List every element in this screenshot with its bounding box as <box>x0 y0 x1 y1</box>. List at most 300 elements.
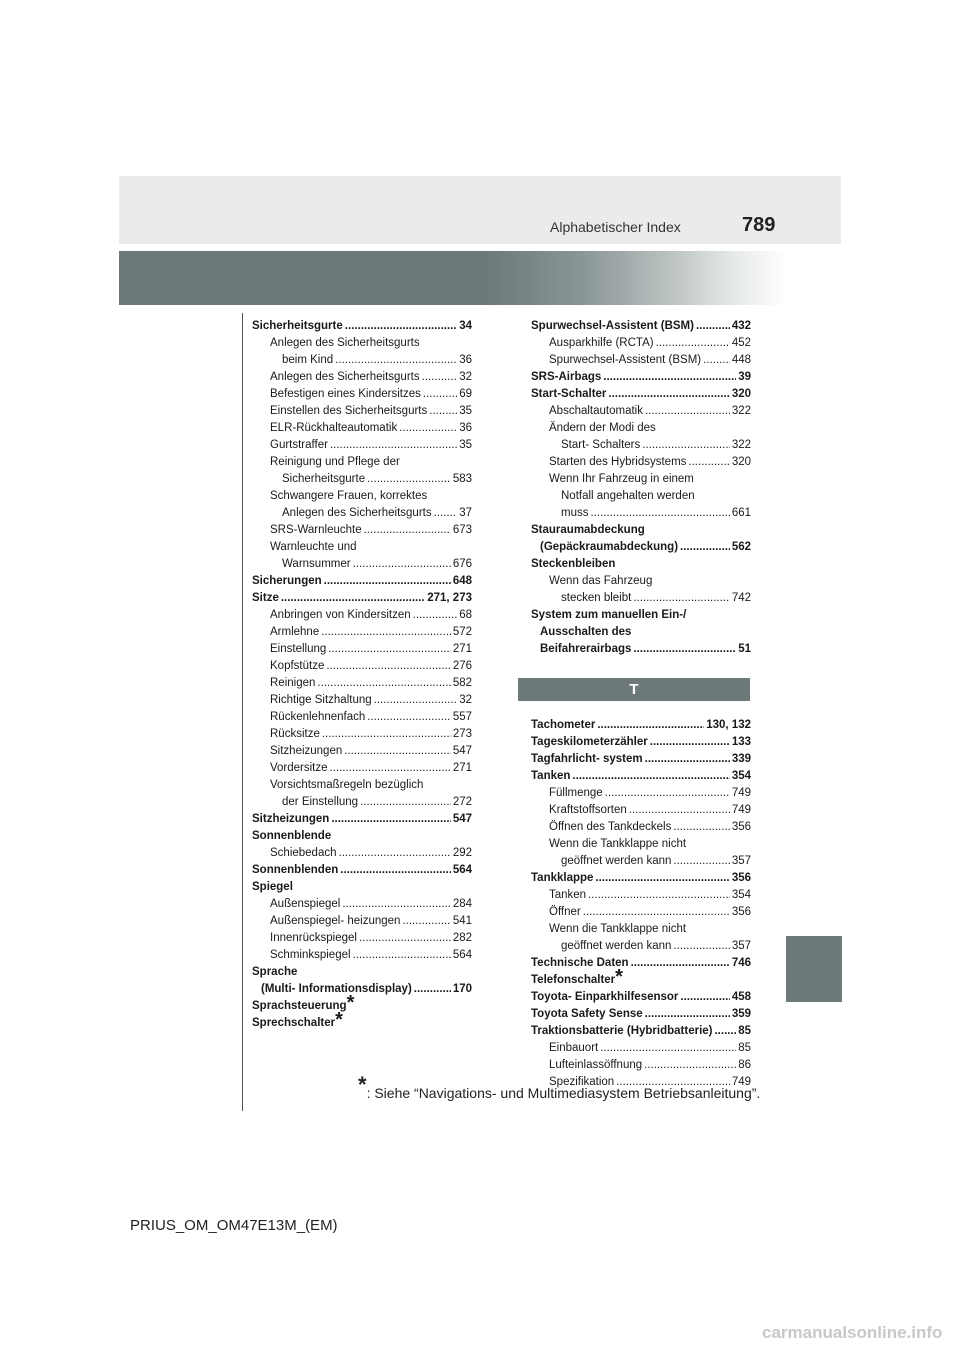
leader-dots <box>688 454 729 471</box>
entry-label: Spurwechsel-Assistent (BSM) <box>549 354 702 366</box>
entry-label: Einbauort <box>549 1042 599 1054</box>
index-entry <box>531 853 751 870</box>
index-entry <box>531 751 751 768</box>
entry-page: 130, 132 <box>706 719 751 731</box>
entry-label: Tageskilometerzähler <box>531 736 648 748</box>
entry-label: Reinigen <box>270 677 316 689</box>
entry-page: 356 <box>731 906 751 918</box>
index-entry: Telefonschalter * <box>531 966 623 988</box>
index-entry <box>531 369 751 386</box>
leader-dots <box>429 403 457 420</box>
entry-page: 749 <box>731 804 751 816</box>
index-column-right <box>531 318 751 1091</box>
index-entry <box>531 1023 751 1040</box>
entry-page: 354 <box>731 889 751 901</box>
index-entry <box>252 369 472 386</box>
entry-label: Außenspiegel- heizungen <box>270 915 401 927</box>
chapter-tab <box>786 936 842 1002</box>
index-entry <box>531 454 751 471</box>
entry-label: der Einstellung <box>282 796 359 808</box>
index-entry <box>531 335 751 352</box>
leader-dots <box>330 760 451 777</box>
entry-page: 359 <box>731 1008 751 1020</box>
document-id: PRIUS_OM_OM47E13M_(EM) <box>130 1217 338 1234</box>
leader-dots <box>326 658 450 675</box>
entry-label: Technische Daten <box>531 957 629 969</box>
entry-label: Tagfahrlicht- system <box>531 753 643 765</box>
entry-page: 34 <box>459 320 472 332</box>
index-entry <box>252 522 472 539</box>
entry-label: Steckenbleiben <box>531 558 616 570</box>
index-entry <box>252 454 472 471</box>
leader-dots <box>600 1040 736 1057</box>
leader-dots <box>680 539 730 556</box>
index-entry <box>252 556 472 573</box>
index-entry <box>252 709 472 726</box>
entry-page: 541 <box>452 915 472 927</box>
entry-page: 676 <box>452 558 472 570</box>
entry-label: Öffnen des Tankdeckels <box>549 821 672 833</box>
leader-dots <box>603 369 736 386</box>
leader-dots <box>324 573 451 590</box>
entry-page: 68 <box>459 609 472 621</box>
index-entry <box>531 1057 751 1074</box>
entry-label: Warnsummer <box>282 558 351 570</box>
leader-dots <box>353 556 451 573</box>
leader-dots <box>645 403 730 420</box>
leader-dots <box>342 896 450 913</box>
entry-page: 133 <box>731 736 751 748</box>
index-entry <box>252 471 472 488</box>
entry-label: Anlegen des Sicherheitsgurts <box>270 371 420 383</box>
index-entry <box>252 505 472 522</box>
leader-dots <box>322 726 451 743</box>
entry-label: Schwangere Frauen, korrektes <box>270 490 428 502</box>
leader-dots <box>414 981 451 998</box>
entry-label: Lufteinlassöffnung <box>549 1059 643 1071</box>
entry-page: 273 <box>452 728 472 740</box>
entry-page: 557 <box>452 711 472 723</box>
entry-label: Ausparkhilfe (RCTA) <box>549 337 654 349</box>
entry-page: 51 <box>738 643 751 655</box>
index-entry <box>252 692 472 709</box>
index-entry <box>531 836 751 853</box>
entry-label: Stauraumabdeckung <box>531 524 645 536</box>
entry-label: Gurtstraffer <box>270 439 328 451</box>
entry-label: Anlegen des Sicherheitsgurts <box>282 507 432 519</box>
entry-page: 357 <box>731 855 751 867</box>
index-entry <box>531 904 751 921</box>
entry-label: Tankklappe <box>531 872 594 884</box>
entry-page: 547 <box>452 745 472 757</box>
leader-dots <box>423 386 457 403</box>
leader-dots <box>680 989 729 1006</box>
leader-dots <box>642 437 730 454</box>
leader-dots <box>344 743 451 760</box>
leader-dots <box>364 522 451 539</box>
entry-label: Spurwechsel-Assistent (BSM) <box>531 320 694 332</box>
leader-dots <box>335 352 457 369</box>
entry-page: 564 <box>452 864 472 876</box>
entry-label: Starten des Hybridsystems <box>549 456 687 468</box>
header-band <box>119 176 841 244</box>
index-entry <box>252 896 472 913</box>
entry-page: 36 <box>459 422 472 434</box>
index-entry <box>252 777 472 794</box>
leader-dots <box>673 853 729 870</box>
entry-page: 35 <box>459 439 472 451</box>
index-entry <box>531 352 751 369</box>
leader-dots <box>650 734 730 751</box>
leader-dots <box>631 955 730 972</box>
entry-label: Sonnenblenden <box>252 864 339 876</box>
entry-label: Toyota- Einparkhilfesensor <box>531 991 679 1003</box>
entry-label: Traktionsbatterie (Hybridbatterie) <box>531 1025 713 1037</box>
entry-page: 357 <box>731 940 751 952</box>
entry-label: Vorsichtsmaßregeln bezüglich <box>270 779 424 791</box>
entry-page: 320 <box>731 456 751 468</box>
index-entry <box>252 913 472 930</box>
index-entry <box>252 811 472 828</box>
entry-page: 86 <box>738 1059 751 1071</box>
entry-label: Abschaltautomatik <box>549 405 643 417</box>
index-entry <box>531 607 751 624</box>
index-entry <box>531 785 751 802</box>
index-entry <box>531 734 751 751</box>
leader-dots <box>633 590 729 607</box>
index-entry <box>531 318 751 335</box>
leader-dots <box>673 938 729 955</box>
entry-label: Rücksitze <box>270 728 320 740</box>
entry-label: geöffnet werden kann <box>561 940 672 952</box>
entry-page: 673 <box>452 524 472 536</box>
watermark: carmanualsonline.info <box>762 1323 943 1342</box>
entry-label: Sicherheitsgurte <box>282 473 366 485</box>
leader-dots <box>673 819 729 836</box>
index-entry <box>531 556 751 573</box>
leader-dots <box>595 870 729 887</box>
entry-label: Sitzheizungen <box>252 813 330 825</box>
entry-label: Innenrückspiegel <box>270 932 357 944</box>
entry-page: 35 <box>459 405 472 417</box>
index-entry <box>531 955 751 972</box>
index-group-t <box>531 717 751 1091</box>
leader-dots <box>703 352 730 369</box>
index-entry <box>531 1040 751 1057</box>
index-group-s <box>531 318 751 658</box>
leader-dots <box>331 811 451 828</box>
footnote-text: : Siehe “Navigations- und Multimediasystem Betriebsanleitung”. <box>366 1085 761 1101</box>
leader-dots <box>608 386 729 403</box>
index-entry <box>531 1006 751 1023</box>
leader-dots <box>339 845 451 862</box>
entry-page: 356 <box>731 872 751 884</box>
entry-page: 452 <box>731 337 751 349</box>
entry-label: Spiegel <box>252 881 293 893</box>
entry-page: 32 <box>459 694 472 706</box>
entry-label: geöffnet werden kann <box>561 855 672 867</box>
entry-label: Sonnenblende <box>252 830 332 842</box>
index-entry <box>252 437 472 454</box>
leader-dots <box>696 318 730 335</box>
index-entry <box>531 505 751 522</box>
index-entry <box>252 726 472 743</box>
index-entry <box>531 887 751 904</box>
entry-label: Warnleuchte und <box>270 541 357 553</box>
entry-page: 582 <box>452 677 472 689</box>
entry-page: 170 <box>452 983 472 995</box>
entry-label: Öffner <box>549 906 581 918</box>
index-entry <box>531 403 751 420</box>
footnote-star: * <box>358 1072 367 1097</box>
entry-page: 746 <box>731 957 751 969</box>
index-entry <box>252 590 472 607</box>
entry-page: 661 <box>731 507 751 519</box>
leader-dots <box>345 318 457 335</box>
index-entry <box>252 352 472 369</box>
index-entry <box>252 335 472 352</box>
entry-label: SRS-Airbags <box>531 371 602 383</box>
leader-dots <box>645 1006 730 1023</box>
index-entry <box>252 386 472 403</box>
entry-label: Schiebedach <box>270 847 337 859</box>
index-entry <box>531 989 751 1006</box>
entry-page: 276 <box>452 660 472 672</box>
index-entry <box>252 641 472 658</box>
index-entry <box>531 420 751 437</box>
leader-dots <box>605 785 730 802</box>
index-entry <box>531 471 751 488</box>
entry-label: Reinigung und Pflege der <box>270 456 400 468</box>
entry-label: Wenn die Tankklappe nicht <box>549 838 687 850</box>
entry-page: 564 <box>452 949 472 961</box>
entry-label: Sicherheitsgurte <box>252 320 343 332</box>
section-letter-t: T <box>518 678 750 701</box>
entry-label: Sprache <box>252 966 298 978</box>
leader-dots <box>413 607 458 624</box>
entry-label: Einstellung <box>270 643 327 655</box>
entry-label: ELR-Rückhalteautomatik <box>270 422 398 434</box>
index-entry <box>252 947 472 964</box>
entry-label: Wenn die Tankklappe nicht <box>549 923 687 935</box>
entry-label: Tachometer <box>531 719 596 731</box>
entry-page: 583 <box>452 473 472 485</box>
entry-page: 272 <box>452 796 472 808</box>
leader-dots <box>434 505 458 522</box>
entry-page: 749 <box>731 1076 751 1088</box>
entry-label: (Gepäckraumabdeckung) <box>540 541 679 553</box>
entry-label: Sicherungen <box>252 575 322 587</box>
page-number: 789 <box>742 214 776 236</box>
index-entry <box>252 420 472 437</box>
index-entry <box>531 870 751 887</box>
leader-dots <box>588 887 730 904</box>
index-entry <box>531 717 751 734</box>
leader-dots <box>633 641 736 658</box>
entry-page: 271, 273 <box>427 592 472 604</box>
leader-dots <box>360 794 451 811</box>
entry-label: Anlegen des Sicherheitsgurts <box>270 337 420 349</box>
index-entry <box>252 573 472 590</box>
index-entry <box>531 938 751 955</box>
entry-label: Armlehne <box>270 626 320 638</box>
entry-label: Kraftstoffsorten <box>549 804 627 816</box>
section-banner <box>119 251 787 305</box>
index-entry <box>252 862 472 879</box>
index-entry <box>252 845 472 862</box>
entry-page: 284 <box>452 898 472 910</box>
index-entry <box>252 981 472 998</box>
leader-dots <box>590 505 729 522</box>
index-entry <box>531 641 751 658</box>
index-entry <box>531 437 751 454</box>
entry-label: Notfall angehalten werden <box>561 490 695 502</box>
entry-page: 356 <box>731 821 751 833</box>
index-entry <box>252 318 472 335</box>
index-entry <box>531 573 751 590</box>
index-entry <box>252 964 472 981</box>
entry-label: Wenn das Fahrzeug <box>549 575 653 587</box>
entry-label: Vordersitze <box>270 762 328 774</box>
entry-page: 572 <box>452 626 472 638</box>
entry-label: Ändern der Modi des <box>549 422 656 434</box>
entry-page: 282 <box>452 932 472 944</box>
index-entry <box>252 658 472 675</box>
leader-dots <box>714 1023 736 1040</box>
leader-dots <box>367 709 451 726</box>
index-entry <box>252 488 472 505</box>
entry-label: (Multi- Informationsdisplay) <box>261 983 412 995</box>
index-entry <box>252 403 472 420</box>
index-entry <box>531 539 751 556</box>
entry-page: 292 <box>452 847 472 859</box>
entry-page: 562 <box>731 541 751 553</box>
index-entry <box>252 760 472 777</box>
leader-dots <box>328 641 451 658</box>
leader-dots <box>374 692 458 709</box>
column-divider <box>242 313 243 1111</box>
index-entry: Sprechschalter * <box>252 1009 343 1031</box>
index-entry <box>252 794 472 811</box>
index-entry <box>531 488 751 505</box>
entry-page: 69 <box>459 388 472 400</box>
index-entry <box>531 768 751 785</box>
index-entry <box>531 819 751 836</box>
entry-label: Sitze <box>252 592 279 604</box>
leader-dots <box>572 768 729 785</box>
index-column-left <box>252 318 472 1032</box>
leader-dots <box>422 369 458 386</box>
entry-label: SRS-Warnleuchte <box>270 524 362 536</box>
entry-label: Sprechschalter <box>252 1017 336 1029</box>
entry-page: 742 <box>731 592 751 604</box>
entry-label: Tanken <box>549 889 587 901</box>
entry-page: 271 <box>452 762 472 774</box>
entry-page: 339 <box>731 753 751 765</box>
leader-dots <box>367 471 451 488</box>
entry-label: System zum manuellen Ein-/ <box>531 609 687 621</box>
entry-page: 85 <box>738 1025 751 1037</box>
entry-page: 39 <box>738 371 751 383</box>
leader-dots <box>583 904 730 921</box>
entry-label: Rückenlehnenfach <box>270 711 366 723</box>
entry-label: Start- Schalters <box>561 439 641 451</box>
entry-page: 749 <box>731 787 751 799</box>
index-entry <box>252 539 472 556</box>
leader-dots <box>656 335 730 352</box>
leader-dots <box>399 420 457 437</box>
index-entry <box>531 802 751 819</box>
entry-label: Außenspiegel <box>270 898 341 910</box>
entry-label: beim Kind <box>282 354 334 366</box>
index-entry: Sprachsteuerung * <box>252 992 355 1014</box>
index-entry <box>531 386 751 403</box>
entry-page: 354 <box>731 770 751 782</box>
entry-label: Füllmenge <box>549 787 603 799</box>
entry-page: 432 <box>731 320 751 332</box>
entry-label: Anbringen von Kindersitzen <box>270 609 411 621</box>
entry-label: Kopfstütze <box>270 660 325 672</box>
entry-label: stecken bleibt <box>561 592 632 604</box>
entry-page: 458 <box>731 991 751 1003</box>
entry-page: 320 <box>731 388 751 400</box>
entry-label: Toyota Safety Sense <box>531 1008 643 1020</box>
index-entry <box>252 743 472 760</box>
index-entry <box>252 607 472 624</box>
entry-label: Einstellen des Sicherheitsgurts <box>270 405 428 417</box>
entry-page: 36 <box>459 354 472 366</box>
index-entry <box>252 879 472 896</box>
index-entry <box>252 675 472 692</box>
index-entry <box>531 522 751 539</box>
entry-page: 322 <box>731 439 751 451</box>
entry-label: muss <box>561 507 589 519</box>
entry-label: Sitzheizungen <box>270 745 343 757</box>
entry-label: Schminkspiegel <box>270 949 351 961</box>
index-entry <box>252 624 472 641</box>
entry-label: Beifahrerairbags <box>540 643 632 655</box>
entry-page: 547 <box>452 813 472 825</box>
entry-label: Wenn Ihr Fahrzeug in einem <box>549 473 694 485</box>
leader-dots <box>644 1057 736 1074</box>
entry-label: Ausschalten des <box>540 626 632 638</box>
entry-page: 32 <box>459 371 472 383</box>
leader-dots <box>340 862 451 879</box>
entry-label: Spezifikation <box>549 1076 615 1088</box>
leader-dots <box>645 751 730 768</box>
leader-dots <box>281 590 425 607</box>
entry-label: Start-Schalter <box>531 388 607 400</box>
leader-dots <box>629 802 730 819</box>
entry-label: Richtige Sitzhaltung <box>270 694 372 706</box>
leader-dots <box>317 675 450 692</box>
index-entry <box>531 624 751 641</box>
leader-dots <box>321 624 451 641</box>
index-entry <box>531 921 751 938</box>
leader-dots <box>402 913 450 930</box>
entry-page: 322 <box>731 405 751 417</box>
leader-dots <box>359 930 451 947</box>
entry-label: Telefonschalter <box>531 974 616 986</box>
leader-dots <box>597 717 704 734</box>
leader-dots <box>330 437 457 454</box>
index-entry <box>252 930 472 947</box>
entry-page: 648 <box>452 575 472 587</box>
entry-label: Befestigen eines Kindersitzes <box>270 388 421 400</box>
entry-label: Sprachsteuerung <box>252 1000 347 1012</box>
leader-dots <box>353 947 451 964</box>
header-title: Alphabetischer Index <box>550 219 681 235</box>
